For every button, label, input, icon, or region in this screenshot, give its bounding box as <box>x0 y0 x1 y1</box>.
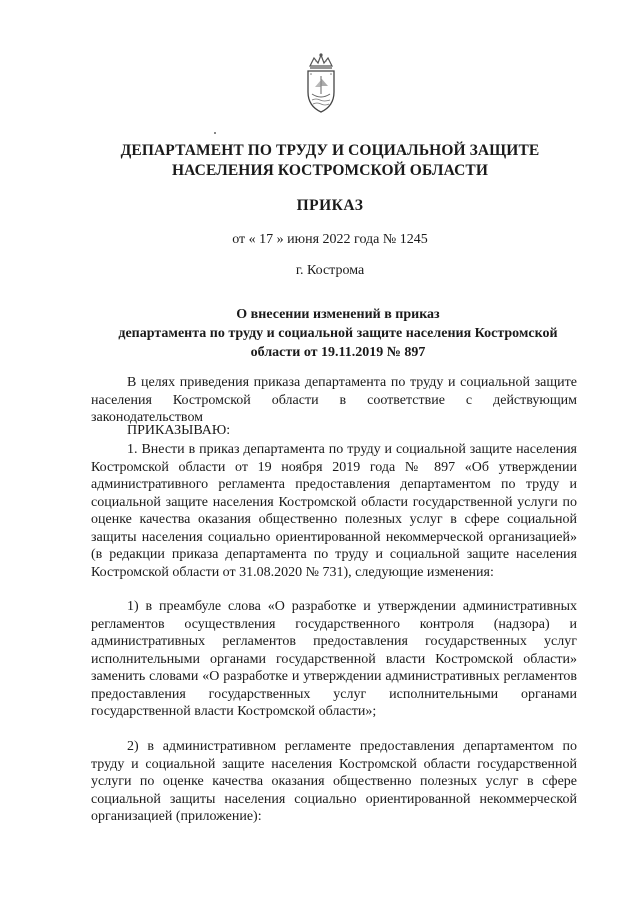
subject-line-1: О внесении изменений в приказ <box>236 307 440 322</box>
subject-line-3: области от 19.11.2019 № 897 <box>250 345 426 360</box>
preamble-paragraph: В целях приведения приказа департамента по труду и социальной защите населения Костромской области в соответствие с действующим законодательством <box>91 375 577 425</box>
coat-of-arms-icon <box>296 52 346 118</box>
department-line-2: НАСЕЛЕНИЯ КОСТРОМСКОЙ ОБЛАСТИ <box>172 162 488 179</box>
document-type-title: ПРИКАЗ <box>296 197 364 214</box>
department-name <box>80 141 580 181</box>
item-1-2-paragraph: 2) в административном регламенте предоставления департаментом по труду и социальной защите населения Костромской области государственной услуги по оценке качества оказания общественно полезных услуг в сфере социальной защиты населения социально ориентированной некоммерческой организацией (приложение): <box>91 739 577 824</box>
order-subject <box>88 305 588 362</box>
scan-mark <box>214 132 216 134</box>
item-1-1-paragraph: 1) в преамбуле слова «О разработке и утверждении административных регламентов осуществления государственного контроля (надзора) и административных регламентов предоставления государственных услуг исполнительными органами государственной власти Костромской области» заменить словами «О разработке и утверждении административных регламентов предоставления государственных услуг исполнительными органами государственной власти Костромской области»; <box>91 599 577 719</box>
item-1-paragraph: 1. Внести в приказ департамента по труду и социальной защите населения Костромской области от 19 ноября 2019 года № 897 «Об утверждении административного регламента предоставления департаментом по труду и социальной защите населения Костромской области государственной услуги по оценке качества оказания общественно полезных услуг в сфере социальной защиты населения социально ориентированной некоммерческой организацией» (в редакции приказа департамента по труду и социальной защите населения Костромской области от 31.08.2020 № 731), следующие изменения: <box>91 442 577 580</box>
order-city: г. Кострома <box>295 263 365 278</box>
order-word: ПРИКАЗЫВАЮ: <box>127 423 231 438</box>
department-line-1: ДЕПАРТАМЕНТ ПО ТРУДУ И СОЦИАЛЬНОЙ ЗАЩИТЕ <box>120 142 540 159</box>
subject-line-2: департамента по труду и социальной защите населения Костромской <box>118 326 558 341</box>
order-date-number: от « 17 » июня 2022 года № 1245 <box>232 232 428 247</box>
